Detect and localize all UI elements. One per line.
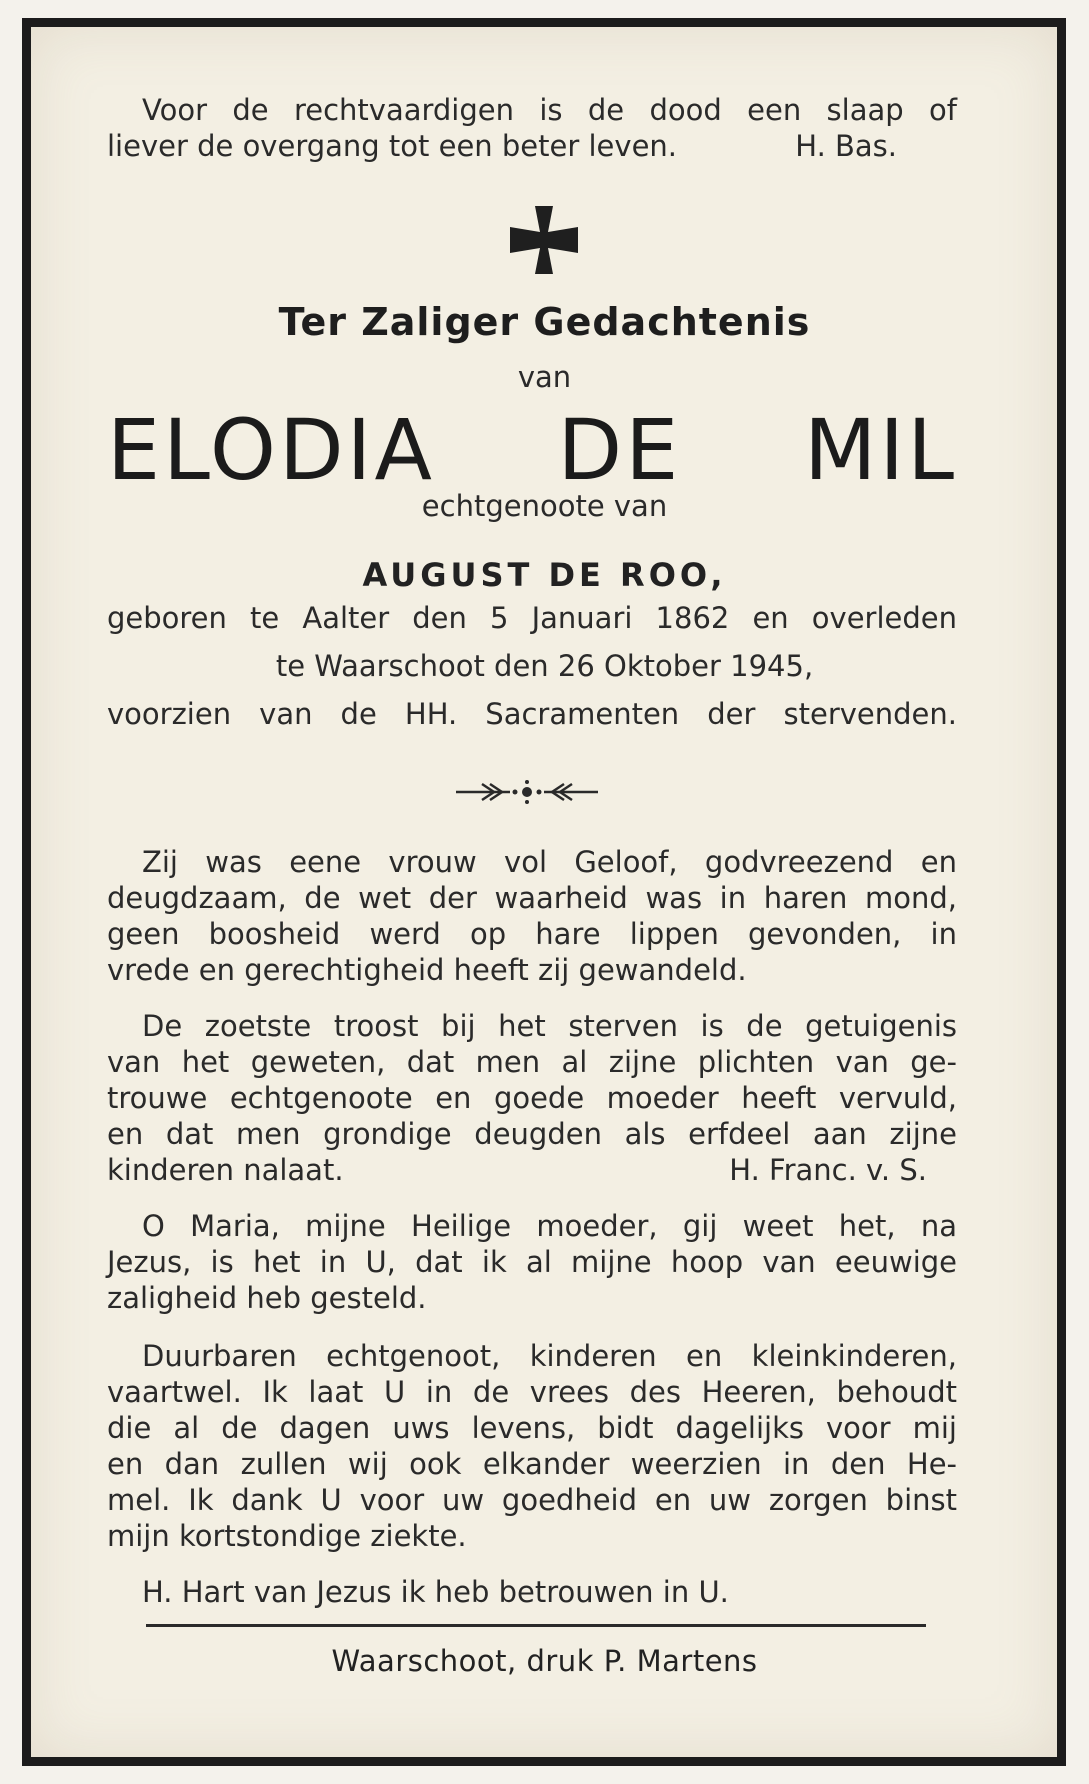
bio-line-2: te Waarschoot den 26 Oktober 1945, bbox=[275, 649, 814, 683]
p3-line-3: zaligheid heb gesteld. bbox=[107, 1281, 427, 1315]
bio-line-1: geboren te Aalter den 5 Januari 1862 en overleden bbox=[107, 601, 957, 635]
p4-line-6: mijn kortstondige ziekte. bbox=[107, 1519, 467, 1553]
p1-line-4: vrede en gerechtigheid heeft zij gewandeld. bbox=[107, 953, 747, 987]
p3-line-2: Jezus, is het in U, dat ik al mijne hoop van eeuwige bbox=[107, 1245, 957, 1279]
memorial-heading: Ter Zaliger Gedachtenis bbox=[278, 300, 811, 344]
p2-author: H. Franc. v. S. bbox=[729, 1153, 927, 1187]
p2-line-1: De zoetste troost bij het sterven is de getuigenis bbox=[142, 1009, 957, 1043]
van-label: van bbox=[517, 360, 572, 394]
flourish-divider-icon bbox=[452, 772, 602, 812]
bio-line-3: voorzien van de HH. Sacramenten der stervenden. bbox=[107, 697, 957, 731]
spouse-name: AUGUST DE ROO, bbox=[362, 556, 727, 594]
footer-rule bbox=[146, 1624, 926, 1627]
deceased-name: ELODIA DE MIL bbox=[107, 401, 957, 499]
spouse-relation: echtgenoote van bbox=[421, 489, 668, 523]
p2-line-2: van het geweten, dat men al zijne plichten van ge- bbox=[107, 1045, 957, 1079]
quote-text: liever de overgang tot een beter leven. bbox=[107, 129, 678, 163]
quote-line-1: Voor de rechtvaardigen is de dood een slaap of bbox=[142, 93, 957, 127]
printer-credit: Waarschoot, druk P. Martens bbox=[331, 1644, 758, 1678]
p1-line-2: deugdzaam, de wet der waarheid was in haren mond, bbox=[107, 881, 957, 915]
quote-author: H. Bas. bbox=[795, 129, 897, 163]
p1-line-1: Zij was eene vrouw vol Geloof, godvreezend en bbox=[142, 845, 957, 879]
p2-line-5 bbox=[107, 1152, 957, 1188]
p2-line-4: en dat men grondige deugden als erfdeel aan zijne bbox=[107, 1117, 957, 1151]
p3-line-1: O Maria, mijne Heilige moeder, gij weet het, na bbox=[142, 1209, 957, 1243]
cross-pattee-icon bbox=[504, 200, 584, 280]
p4-line-2: vaartwel. Ik laat U in de vrees des Heeren, behoudt bbox=[107, 1375, 957, 1409]
p1-line-3: geen boosheid werd op hare lippen gevonden, in bbox=[107, 917, 957, 951]
p5-line: H. Hart van Jezus ik heb betrouwen in U. bbox=[142, 1575, 729, 1609]
p4-line-5: mel. Ik dank U voor uw goedheid en uw zorgen binst bbox=[107, 1483, 957, 1517]
p2-line-3: trouwe echtgenoote en goede moeder heeft vervuld, bbox=[107, 1081, 957, 1115]
quote-line-2 bbox=[107, 128, 957, 164]
p4-line-1: Duurbaren echtgenoot, kinderen en kleinkinderen, bbox=[142, 1339, 957, 1373]
p4-line-3: die al de dagen uws levens, bidt dagelijks voor mij bbox=[107, 1411, 957, 1445]
p2-last-text: kinderen nalaat. bbox=[107, 1153, 344, 1187]
p4-line-4: en dan zullen wij ook elkander weerzien in den He- bbox=[107, 1447, 957, 1481]
